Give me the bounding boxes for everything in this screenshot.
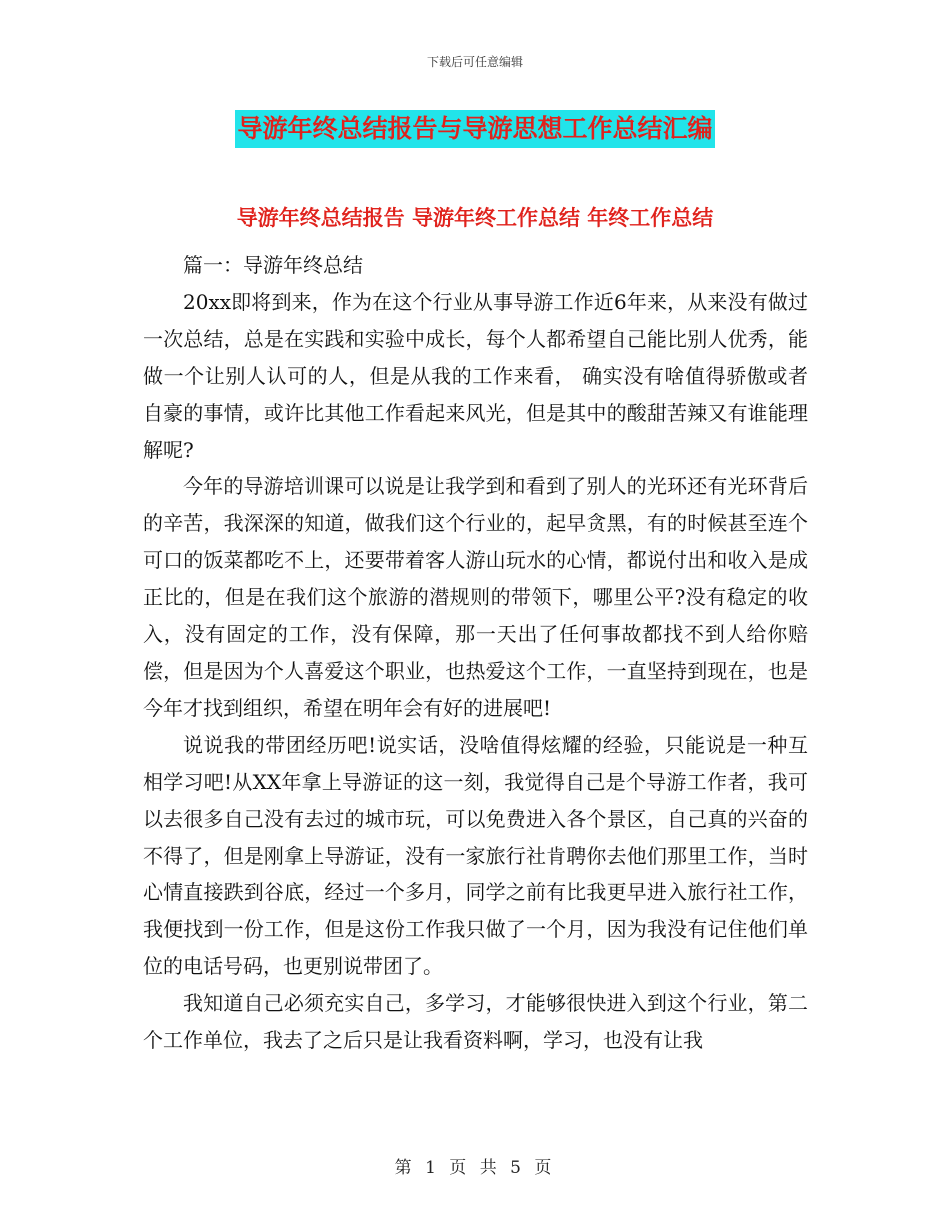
body-paragraph: 我知道自己必须充实自己，多学习，才能够很快进入到这个行业，第二个工作单位，我去了之后只是让我看资料啊，学习，也没有让我 bbox=[143, 991, 808, 1053]
body-paragraph: 说说我的带团经历吧!说实话，没啥值得炫耀的经验，只能说是一种互相学习吧!从XX年拿上导游证的这一刻，我觉得自己是个导游工作者，我可以去很多自己没有去过的城市玩，可以免费进入各个景区，自己真的兴奋的不得了，但是刚拿上导游证，没有一家旅行社肯聘你去他们那里工作，当时心情直接跌到谷底，经过一个多月，同学之前有比我更早进入旅行社工作，我便找到一份工作，但是这份工作我只做了一个月，因为我没有记住他们单位的电话号码，也更别说带团了。 bbox=[143, 732, 808, 979]
main-title-container bbox=[0, 110, 950, 148]
page-number: 第 1 页 共 5 页 bbox=[394, 1158, 556, 1178]
page-header-note: 下载后可任意编辑 bbox=[426, 55, 523, 69]
document-subtitle: 导游年终总结报告 导游年终工作总结 年终工作总结 bbox=[236, 205, 714, 230]
section-heading: 篇一：导游年终总结 bbox=[183, 253, 363, 277]
body-paragraph: 今年的导游培训课可以说是让我学到和看到了别人的光环还有光环背后的辛苦，我深深的知道，做我们这个行业的，起早贪黑，有的时候甚至连个可口的饭菜都吃不上，还要带着客人游山玩水的心情，都说付出和收入是成正比的，但是在我们这个旅游的潜规则的带领下，哪里公平?没有稳定的收入，没有固定的工作，没有保障，那一天出了任何事故都找不到人给你赔偿，但是因为个人喜爱这个职业，也热爱这个工作，一直坚持到现在，也是今年才找到组织，希望在明年会有好的进展吧! bbox=[143, 474, 808, 720]
document-body bbox=[143, 247, 808, 1059]
document-title: 导游年终总结报告与导游思想工作总结汇编 bbox=[235, 110, 714, 148]
body-paragraph: 20xx即将到来，作为在这个行业从事导游工作近6年来，从来没有做过一次总结，总是在实践和实验中成长，每个人都希望自己能比别人优秀，能做一个让别人认可的人，但是从我的工作来看， 确实没有啥值得骄傲或者自豪的事情，或许比其他工作看起来风光，但是其中的酸甜苦辣又有谁能理解呢? bbox=[143, 289, 808, 462]
